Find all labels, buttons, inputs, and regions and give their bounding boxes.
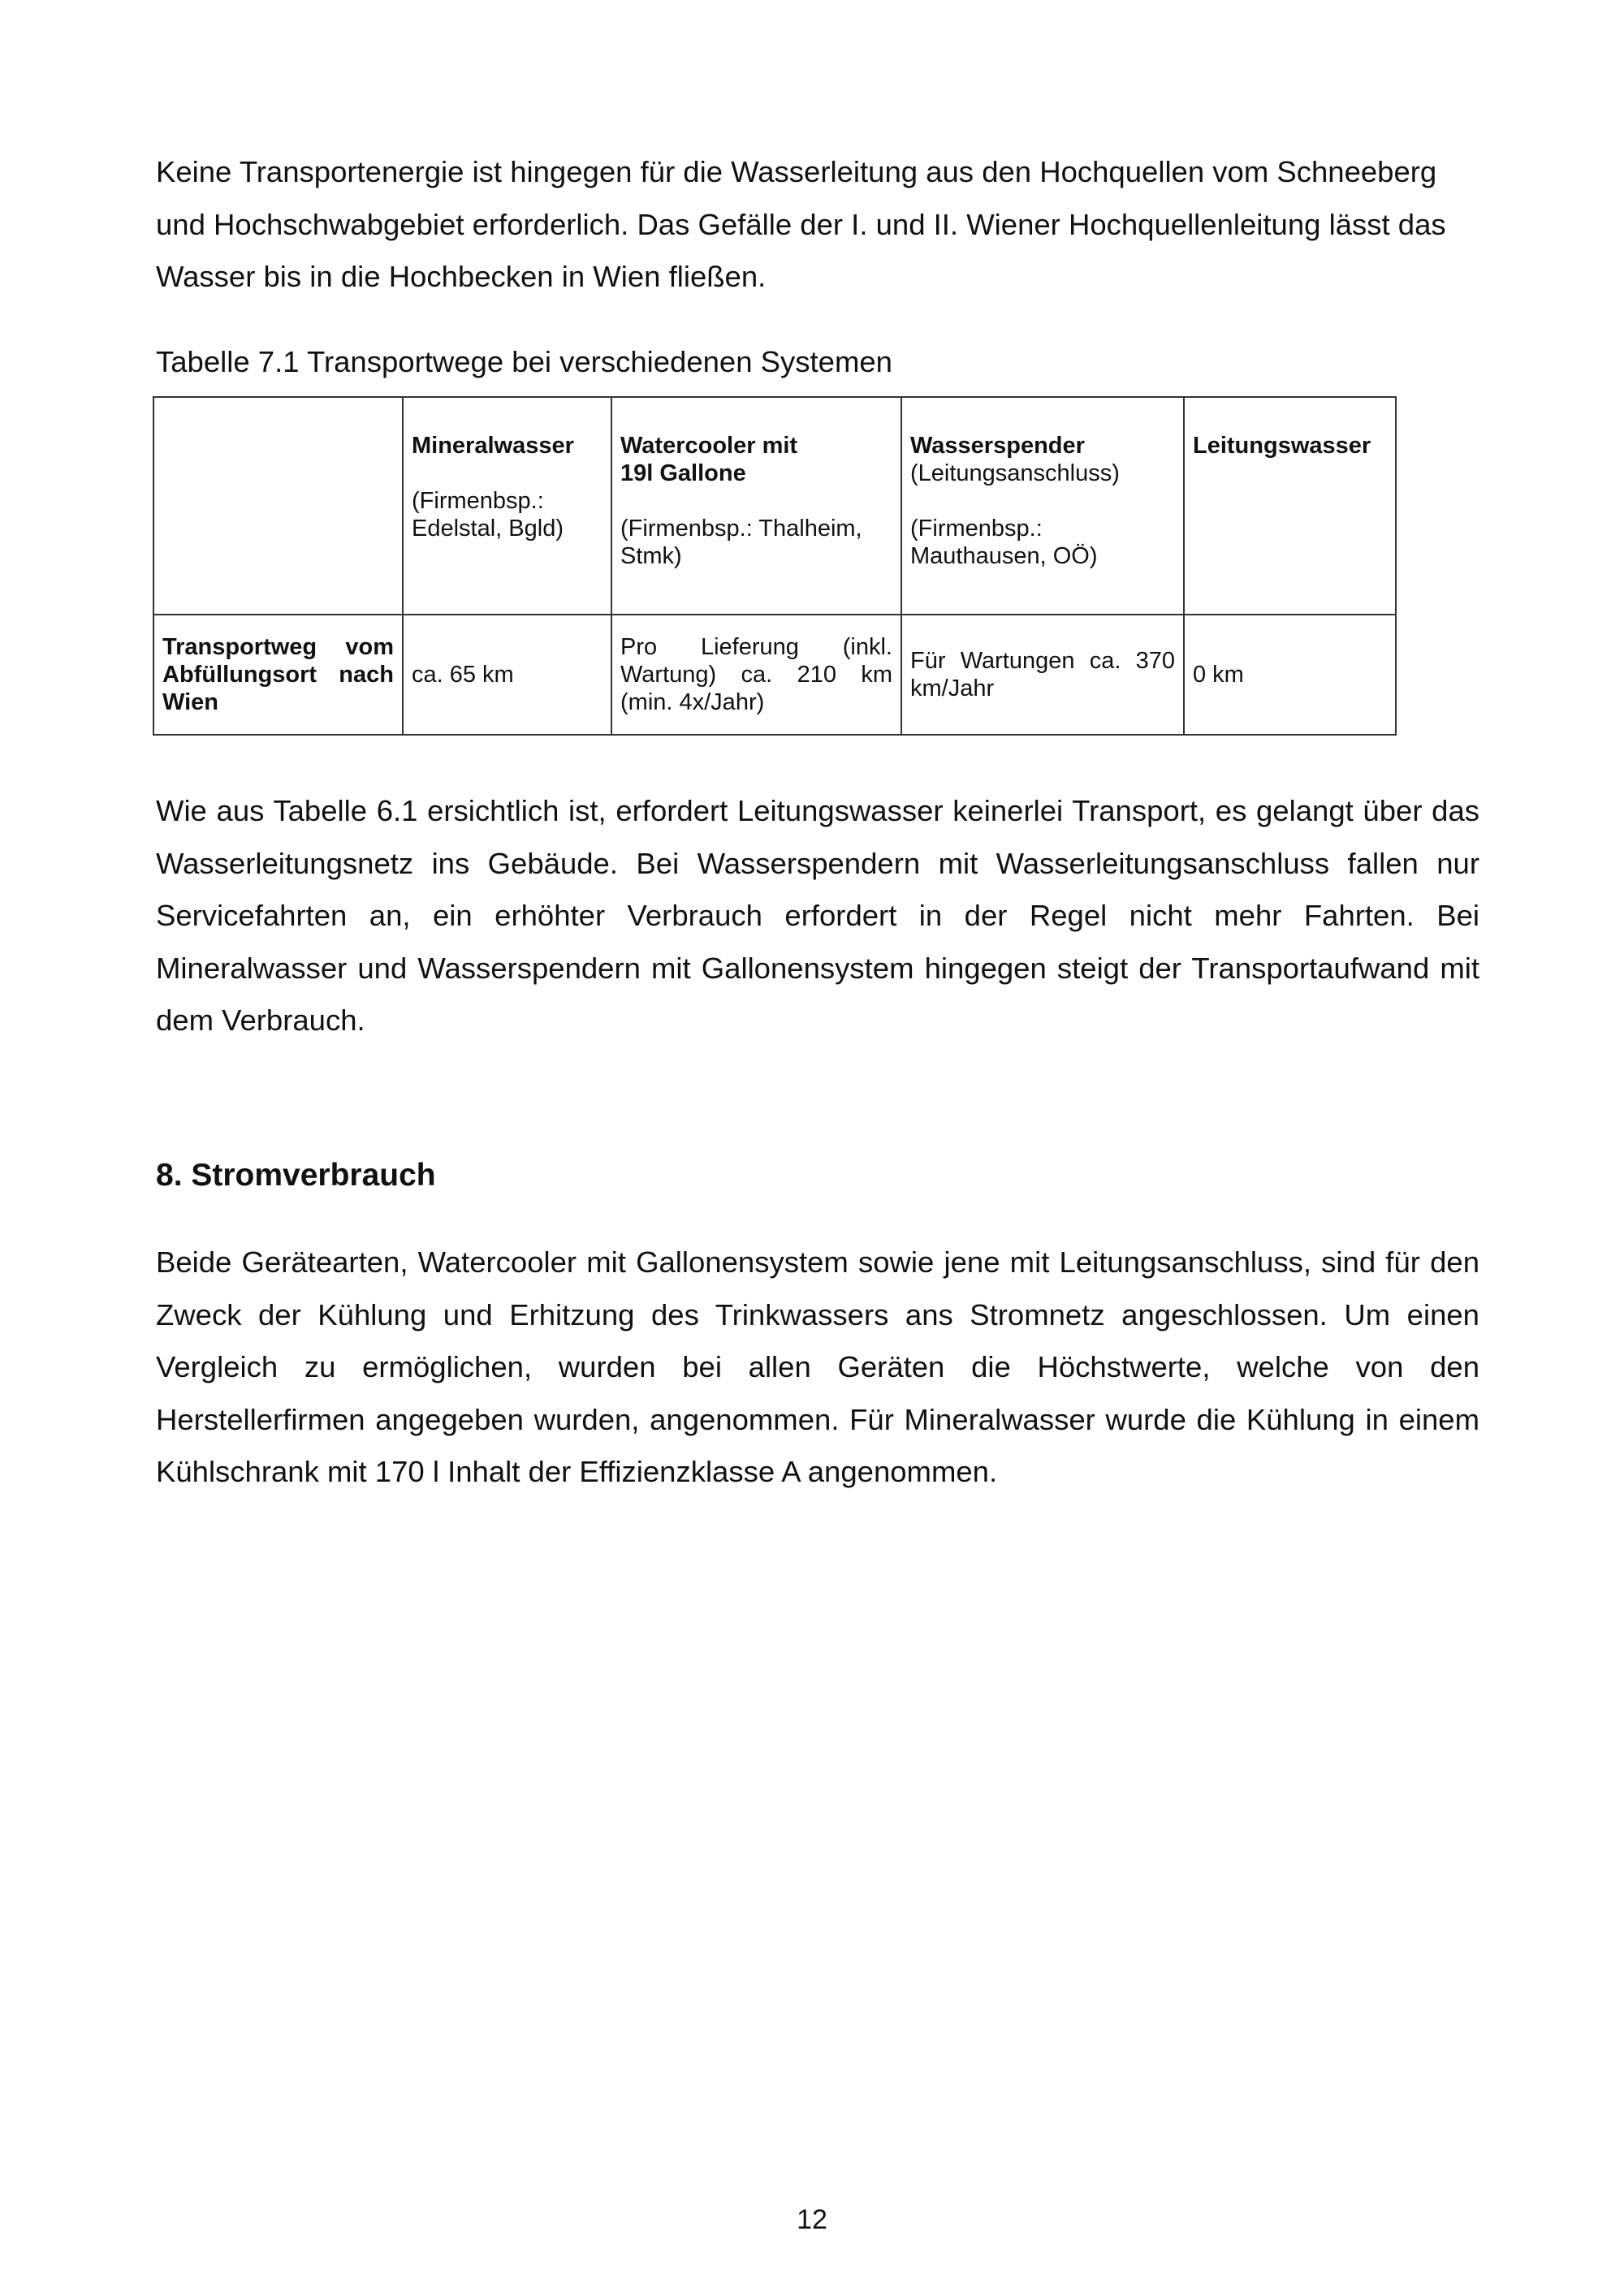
cell-watercooler: Pro Lieferung (inkl. Wartung) ca. 210 km (min. 4x/Jahr) — [611, 615, 901, 735]
column-example: Mauthausen, OÖ) — [910, 543, 1098, 569]
table-caption: Tabelle 7.1 Transportwege bei verschiedenen Systemen — [156, 345, 892, 378]
column-title: Watercooler mit — [620, 433, 798, 459]
column-example: Edelstal, Bgld) — [412, 516, 564, 542]
section-heading: 8. Stromverbrauch — [156, 1158, 436, 1193]
table-corner-cell — [153, 397, 403, 615]
cell-mineralwasser: ca. 65 km — [403, 615, 611, 735]
column-title: Leitungswasser — [1193, 433, 1371, 459]
cell-leitungswasser: 0 km — [1184, 615, 1396, 735]
column-title: Wasserspender — [910, 433, 1085, 459]
column-subtitle: (Leitungsanschluss) — [910, 460, 1120, 486]
column-example: (Firmenbsp.: — [910, 516, 1043, 542]
column-header-mineralwasser — [403, 397, 611, 615]
column-header-leitungswasser — [1184, 397, 1396, 615]
column-title: 19l Gallone — [620, 460, 746, 486]
table-header-row — [153, 397, 1396, 615]
intro-paragraph: Keine Transportenergie ist hingegen für die Wasserleitung aus den Hochquellen vom Schneeberg und Hochschwabgebiet erforderlich. Das Gefälle der I. und II. Wiener Hochquellenleitung lässt das Wasser bis in die Hochbecken in Wien fließen. — [156, 155, 1446, 293]
section-paragraph: Beide Gerätearten, Watercooler mit Gallonensystem sowie jene mit Leitungsanschluss, sind für den Zweck der Kühlung und Erhitzung des Trinkwassers ans Stromnetz angeschlossen. Um einen Vergleich zu ermöglichen, wurden bei allen Geräten die Höchstwerte, welche von den Herstellerfirmen angegeben wurden, angenommen. Für Mineralwasser wurde die Kühlung in einem Kühlschrank mit 170 l Inhalt der Effizienzklasse A angenommen. — [156, 1245, 1479, 1488]
analysis-paragraph: Wie aus Tabelle 6.1 ersichtlich ist, erfordert Leitungswasser keinerlei Transport, es gelangt über das Wasserleitungsnetz ins Gebäude. Bei Wasserspendern mit Wasserleitungsanschluss fallen nur Servicefahrten an, ein erhöhter Verbrauch erfordert in der Regel nicht mehr Fahrten. Bei Mineralwasser und Wasserspendern mit Gallonensystem hingegen steigt der Transportaufwand mit dem Verbrauch. — [156, 794, 1479, 1037]
column-title: Mineralwasser — [412, 433, 574, 459]
row-label-transportweg: Transportweg vom Abfüllungsort nach Wien — [153, 615, 403, 735]
column-example: (Firmenbsp.: — [412, 488, 544, 514]
column-example: (Firmenbsp.: Thalheim, — [620, 516, 862, 542]
column-header-watercooler — [611, 397, 901, 615]
table-row — [153, 615, 1396, 735]
page-number: 12 — [797, 2204, 827, 2235]
column-example: Stmk) — [620, 543, 682, 569]
column-header-wasserspender — [901, 397, 1184, 615]
cell-wasserspender: Für Wartungen ca. 370 km/Jahr — [901, 615, 1184, 735]
transport-table — [153, 396, 1397, 736]
